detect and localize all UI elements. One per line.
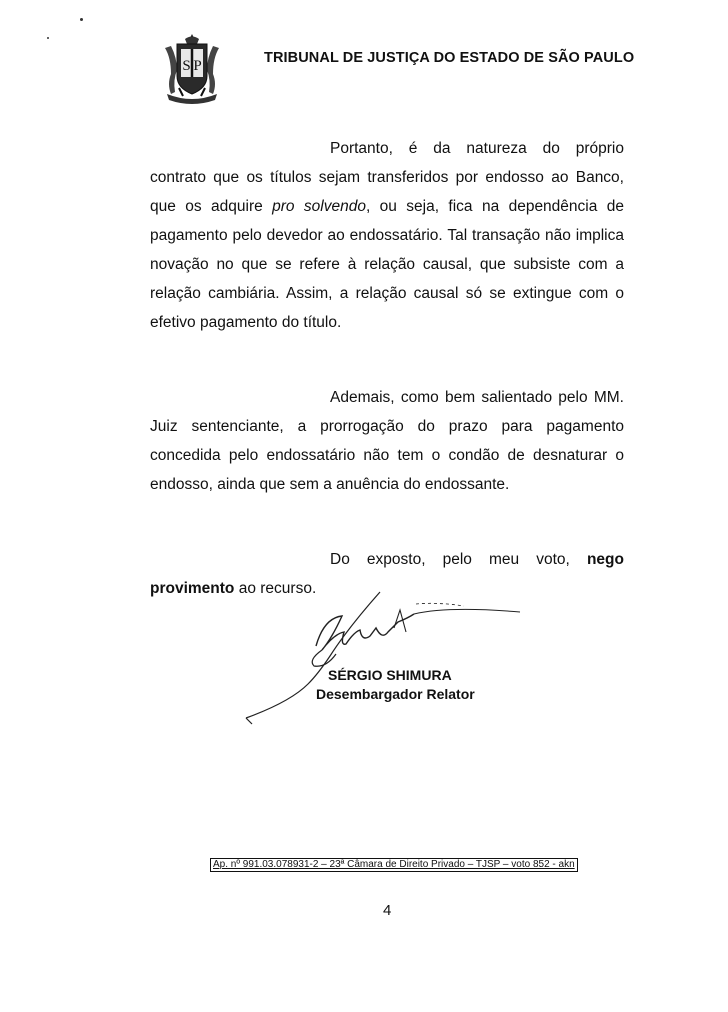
paragraph-text: Do exposto, pelo meu voto, bbox=[330, 550, 587, 568]
decision-text: nego provimento bbox=[150, 550, 624, 597]
case-reference-text: Ap. nº 991.03.078931-2 – 23ª Câmara de Direito Privado – TJSP – voto 852 - akn bbox=[213, 859, 575, 870]
signer-name: SÉRGIO SHIMURA bbox=[328, 667, 452, 683]
court-title: TRIBUNAL DE JUSTIÇA DO ESTADO DE SÃO PAULO bbox=[264, 50, 635, 66]
signer-role: Desembargador Relator bbox=[316, 686, 475, 702]
crest-letter-s: S bbox=[182, 58, 191, 74]
sao-paulo-coat-of-arms-icon bbox=[157, 30, 227, 104]
paragraph-nature-of-contract bbox=[150, 134, 624, 337]
paragraph-text: ao recurso. bbox=[234, 579, 317, 597]
handwritten-signature bbox=[238, 588, 538, 728]
paragraph-extension-of-term bbox=[150, 383, 624, 499]
paragraph-text: , ou seja, fica na dependência de pagamento pelo devedor ao endossatário. Tal transação não implica novação no que se refere à relação causal, que subsiste com a relação cambiária. Assim, a relação causal só se extingue com o efetivo pagamento do título. bbox=[150, 197, 624, 331]
signature-block bbox=[316, 666, 475, 704]
crest-letter-p: P bbox=[193, 58, 202, 74]
scan-speck bbox=[47, 37, 49, 39]
case-reference bbox=[210, 858, 578, 872]
scan-speck bbox=[80, 18, 83, 21]
latin-term: pro solvendo bbox=[272, 197, 366, 215]
paragraph-text: Ademais, como bem salientado pelo MM. Juiz sentenciante, a prorrogação do prazo para pagamento concedida pelo endossatário não tem o condão de desnaturar o endosso, ainda que sem a anuência do endossante. bbox=[150, 388, 624, 493]
page-number: 4 bbox=[383, 902, 392, 919]
paragraph-text: Portanto, é da natureza do próprio contrato que os títulos sejam transferidos por endosso ao Banco, que os adquire bbox=[150, 139, 624, 215]
